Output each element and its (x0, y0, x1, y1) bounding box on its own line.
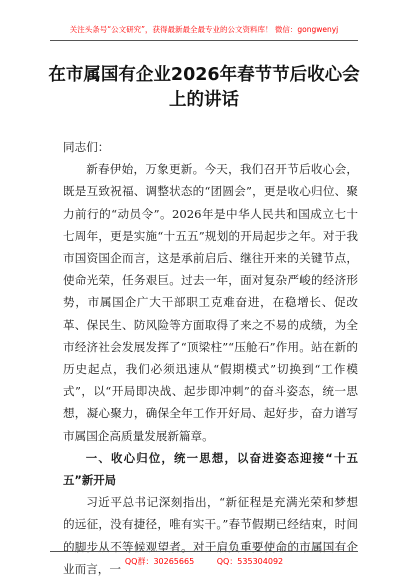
footer-qq-group: QQ群：30265665 (124, 557, 195, 566)
salutation: 同志们： (63, 140, 110, 154)
header-notice: 关注头条号“公文研究”，获得最新最全最专业的公文资料库！ 微信：gongwenyj (69, 25, 339, 34)
intro-paragraph: 新春伊始，万象更新。今天，我们召开节后收心会，既是互致祝福、调整状态的“团圆会”，更是收心归位、聚力前行的“动员令”。2026年是中华人民共和国成立七十七周年，更是实施“十五五”规划的开局起步之年。对于我市国资国企而言，这是承前启后、继往开来的关键节点，使命光荣，任务艰巨。过去一年，面对复杂严峻的经济形势，市属国企广大干部职工克难奋进，在稳增长、促改革、保民生、防风险等方面取得了来之不易的成绩，为全市经济社会发展发挥了“顶梁柱”“压舱石”作用。站在新的历史起点，我们必须迅速从“假期模式”切换到“工作模式”，以“开局即决战、起步即冲刺”的奋斗姿态，统一思想，凝心聚力，确保全年工作开好局、起好步，奋力谱写市属国企高质量发展新篇章。 (63, 162, 358, 443)
section-paragraph: 习近平总书记深刻指出，“新征程是充满光荣和梦想的远征，没有捷径，唯有实干。”春节假期已经结束，时间的脚步从不等候观望者。对于肩负重要使命的市属国有企业而言，一 (63, 495, 358, 576)
section-heading: 一、收心归位，统一思想，以奋进姿态迎接“十五五”新开局 (63, 450, 358, 488)
footer-divider (50, 551, 358, 552)
document-body (63, 136, 358, 580)
footer-qq: QQ：535304092 (216, 557, 284, 566)
document-title: 在市属国有企业2026年春节节后收心会上的讲话 (48, 65, 360, 110)
header-divider (50, 40, 358, 41)
footer-contact (0, 556, 408, 567)
